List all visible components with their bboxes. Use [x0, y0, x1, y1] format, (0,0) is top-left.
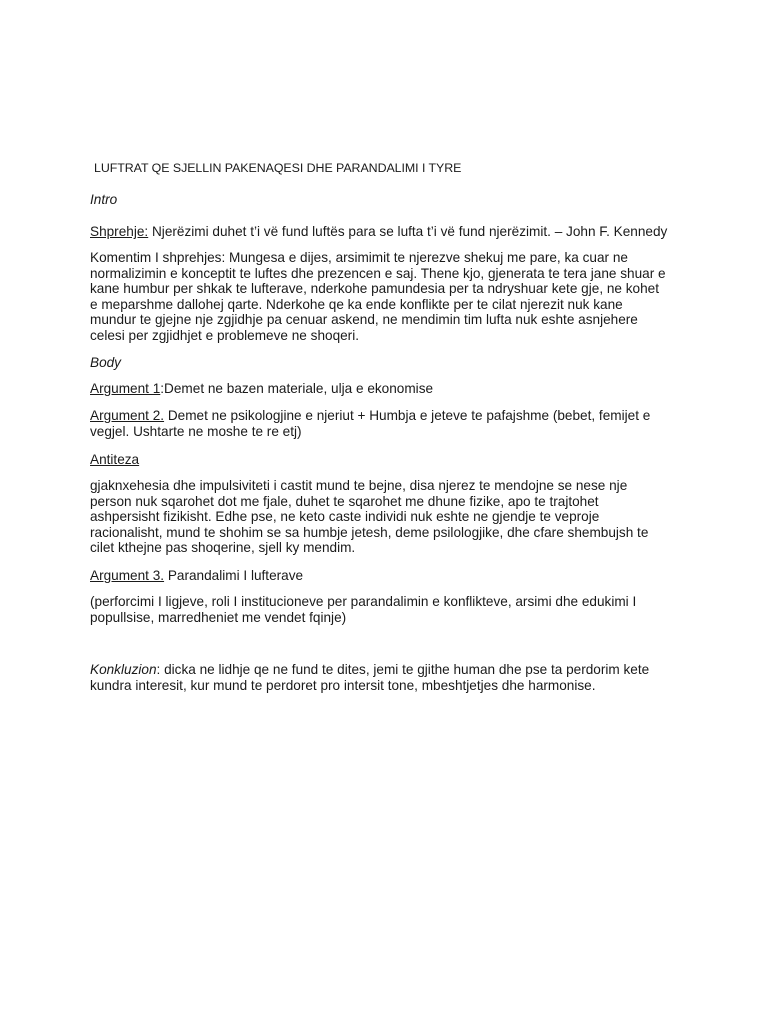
comment-paragraph: Komentim I shprehjes: Mungesa e dijes, arsimimit te njerezve shekuj me pare, ka cuar ne normalizimin e konceptit te luftes dhe prezencen e saj. Thene kjo, gjenerata te tera jane shuar e kane humbur per shkak te lufterave, nderkohe pamundesia per ta ndryshuar kete gje, ne kohet e meparshme dallohej qarte. Nderkohe qe ka ende konflikte per te cilat njerezit nuk kane mundur te gjejne nje zgjidhje pa cenuar askend, ne mendimin tim lufta nuk eshte asnjehere celesi per zgjidhjet e problemeve ne shoqeri. [90, 250, 666, 343]
conclusion-label: Konkluzion [90, 662, 157, 677]
quote-label: Shprehje: [90, 224, 149, 239]
argument1-paragraph [90, 381, 670, 397]
argument2-text: Demet ne psikologjine e njeriut + Humbja e jeteve te pafajshme (bebet, femijet e vegjel. Ushtarte ne moshe te re etj) [90, 408, 651, 439]
antithesis-heading: Antiteza [90, 452, 140, 467]
antithesis-paragraph: gjaknxehesia dhe impulsiviteti i castit mund te bejne, disa njerez te mendojne se nese nje person nuk sqarohet dot me fjale, duhet te sqarohet me dhune fizike, apo te trajtohet ashpersisht fizikisht. Edhe pse, ne keto caste individi nuk eshte ne gjendje te veproje racionalisht, mund te shohim se sa humbje jetesh, deme psilologjike, dhe cfare shembujsh te cilet kthejne pas shoqerine, sjell ky mendim. [90, 478, 649, 556]
conclusion-paragraph [90, 662, 670, 693]
body-heading: Body [90, 355, 121, 370]
argument2-paragraph [90, 408, 670, 439]
argument2-label: Argument 2. [90, 408, 165, 423]
argument3-text: Parandalimi I lufterave [164, 568, 304, 583]
document-title: LUFTRAT QE SJELLIN PAKENAQESI DHE PARANDALIMI I TYRE [94, 161, 462, 175]
quote-text: Njerëzimi duhet t’i vë fund luftës para se lufta t’i vë fund njerëzimit. – John F. Kennedy [148, 224, 668, 239]
argument1-label: Argument 1 [90, 381, 161, 396]
intro-heading: Intro [90, 192, 118, 207]
argument3-paragraph [90, 568, 670, 584]
conclusion-text: : dicka ne lidhje qe ne fund te dites, jemi te gjithe human dhe pse ta perdorim kete kundra interesit, kur mund te perdoret pro intersit tone, mbeshtjetjes dhe harmonise. [90, 662, 650, 693]
argument3-label: Argument 3. [90, 568, 165, 583]
argument1-text: :Demet ne bazen materiale, ulja e ekonomise [160, 381, 434, 396]
argument3-detail-paragraph: (perforcimi I ligjeve, roli I institucioneve per parandalimin e konflikteve, arsimi dhe edukimi I popullsise, marredheniet me vendet fqinje) [90, 594, 637, 625]
quote-paragraph [90, 224, 670, 240]
